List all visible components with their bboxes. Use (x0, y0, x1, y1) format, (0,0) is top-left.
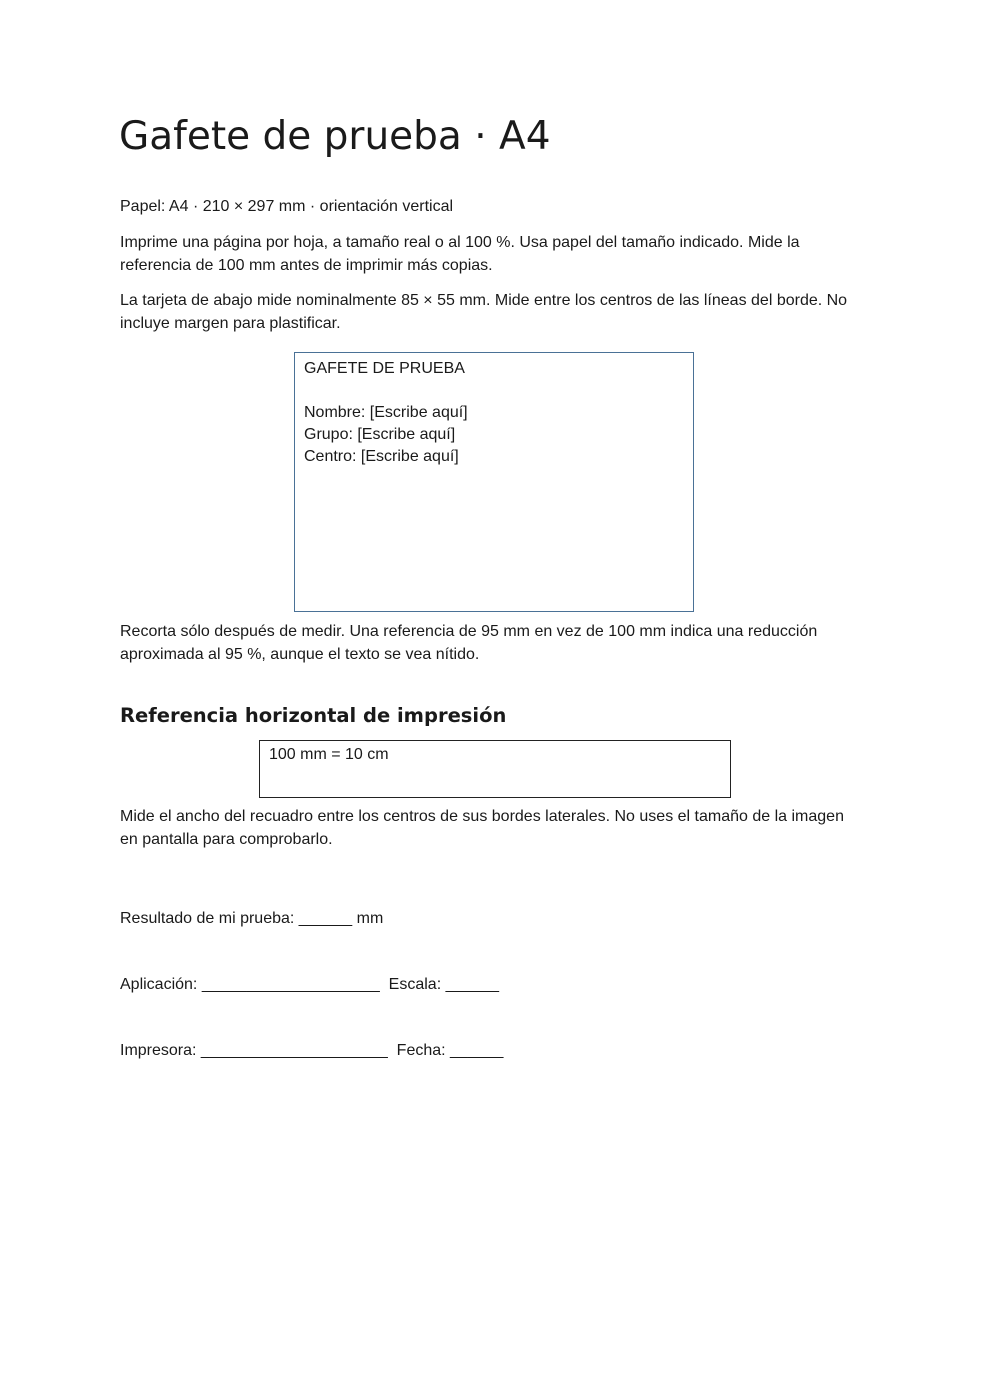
result-form (120, 864, 503, 1106)
form-line-printer: Impresora: _____________________ Fecha: ______ (120, 1042, 504, 1059)
form-line-result: Resultado de mi prueba: ______ mm (120, 910, 384, 927)
cut-note-paragraph: Recorta sólo después de medir. Una referencia de 95 mm en vez de 100 mm indica una reducción aproximada al 95 %, aunque el texto se vea nítido. (120, 623, 818, 663)
measure-note-paragraph: Mide el ancho del recuadro entre los centros de sus bordes laterales. No uses el tamaño de la imagen en pantalla para comprobarlo. (120, 808, 844, 848)
reference-box-label: 100 mm = 10 cm (269, 746, 389, 763)
badge-field-name: Nombre: [Escribe aquí] (304, 404, 468, 421)
badge-field-group: Grupo: [Escribe aquí] (304, 426, 456, 443)
badge-heading: GAFETE DE PRUEBA (304, 360, 465, 377)
reference-section-heading: Referencia horizontal de impresión (120, 704, 507, 727)
card-size-paragraph: La tarjeta de abajo mide nominalmente 85 × 55 mm. Mide entre los centros de las líneas del borde. No incluye margen para plastificar. (120, 292, 848, 332)
page-title: Gafete de prueba · A4 (119, 114, 551, 159)
form-line-application: Aplicación: ____________________ Escala: ______ (120, 976, 499, 993)
test-badge-card (294, 352, 694, 612)
badge-field-center: Centro: [Escribe aquí] (304, 448, 459, 465)
print-instructions-paragraph: Imprime una página por hoja, a tamaño real o al 100 %. Usa papel del tamaño indicado. Mide la referencia de 100 mm antes de imprimir más copias. (120, 234, 800, 274)
reference-100mm-box (259, 740, 731, 798)
badge-spacer (304, 380, 684, 402)
paper-spec-line: Papel: A4 · 210 × 297 mm · orientación vertical (120, 198, 454, 215)
